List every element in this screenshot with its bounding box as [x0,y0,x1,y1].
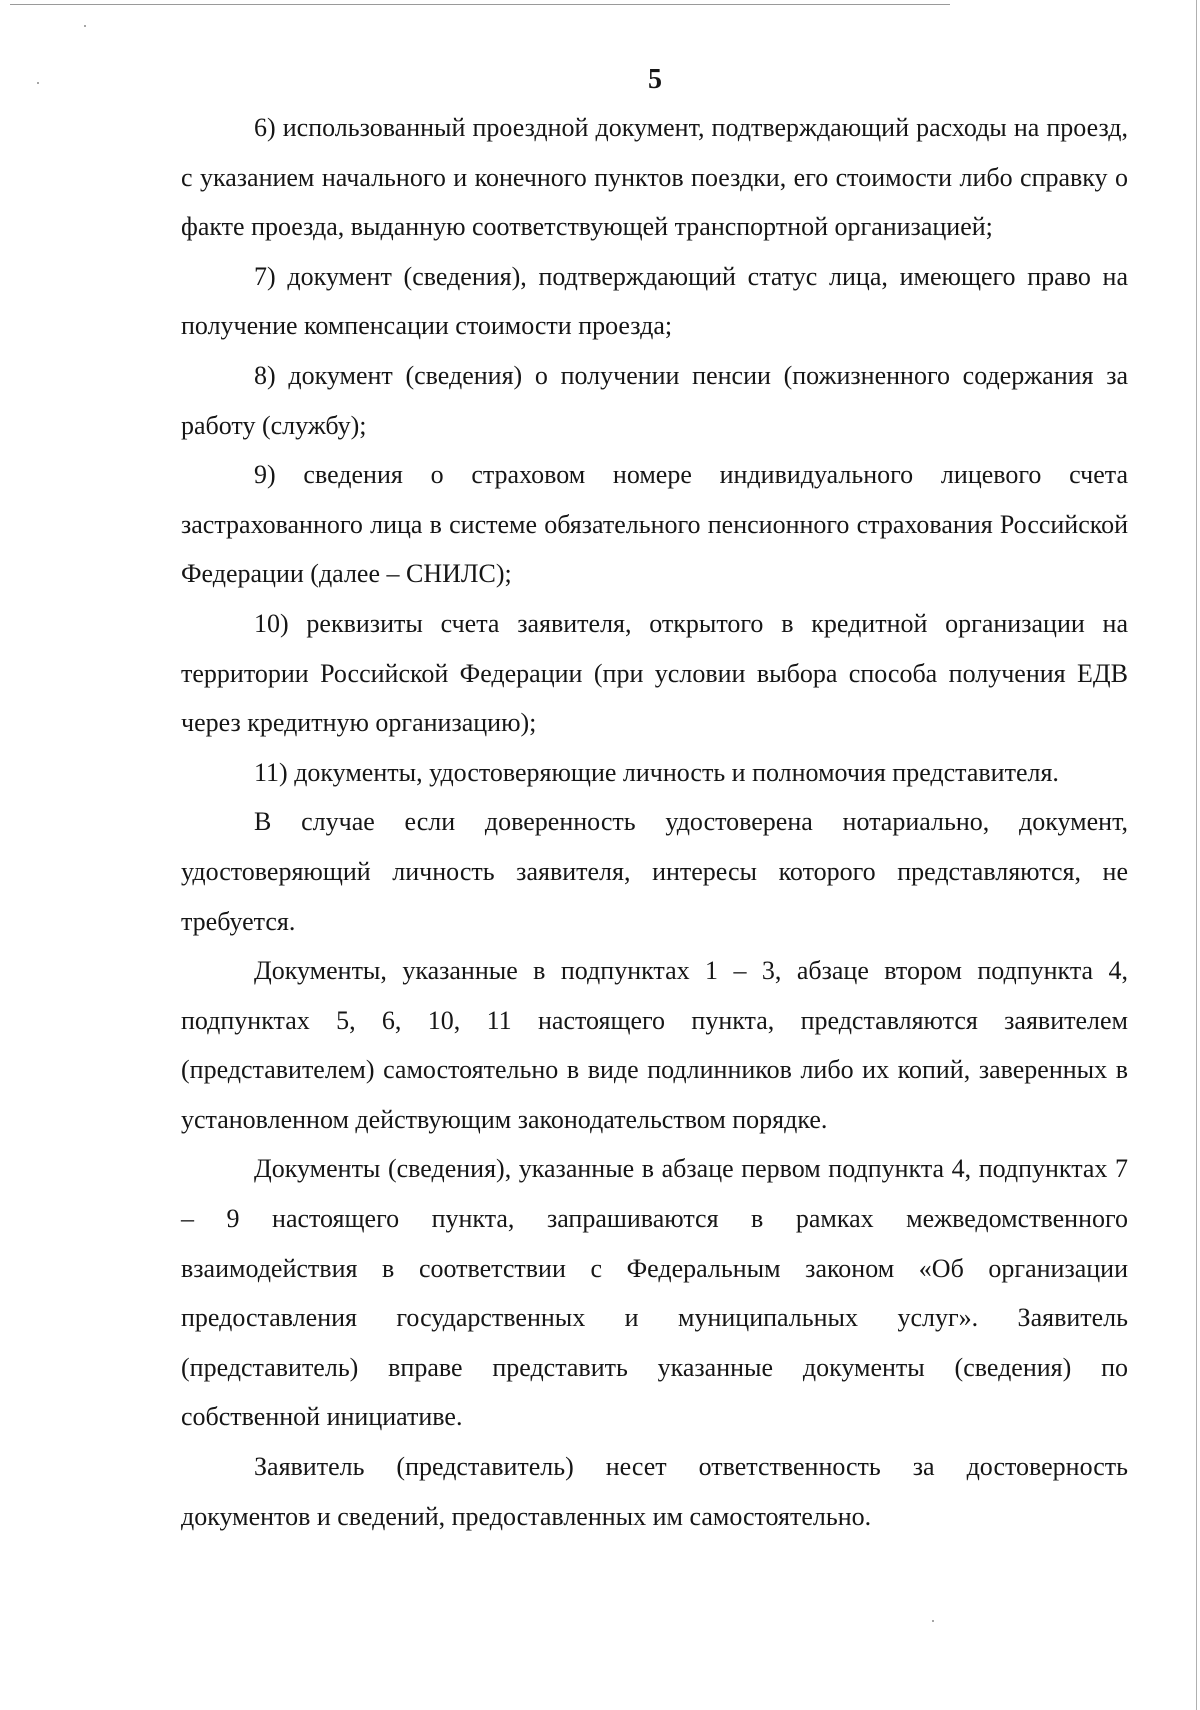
scan-edge-right [1196,0,1197,1710]
paragraph-item-7: 7) документ (сведения), подтверждающий статус лица, имеющего право на получение компенсации стоимости проезда; [181,261,1128,341]
paragraph-documents-submitted-by-applicant: Документы, указанные в подпунктах 1 – 3, абзаце втором подпункта 4, подпунктах 5, 6, 10, 11 настоящего пункта, представляются заявителем (представителем) самостоятельно в виде подлинников либо их копий, заверенных в установленном действующим законодательством порядке. [181,956,1128,1134]
paragraph-item-9: 9) сведения о страховом номере индивидуального лицевого счета застрахованного лица в системе обязательного пенсионного страхования Российской Федерации (далее – СНИЛС); [181,460,1128,589]
scan-speck [84,25,86,27]
scan-speck [932,1620,934,1622]
paragraph-item-6: 6) использованный проездной документ, подтверждающий расходы на проезд, с указанием начального и конечного пунктов поездки, его стоимости либо справку о факте проезда, выданную соответствующей транспортной организацией; [181,113,1128,242]
paragraph-documents-requested-interdepartmentally: Документы (сведения), указанные в абзаце первом подпункта 4, подпунктах 7 – 9 настоящего пункта, запрашиваются в рамках межведомственного взаимодействия в соответствии с Федеральным законом «Об организации предоставления государственных и муниципальных услуг». Заявитель (представитель) вправе представить указанные документы (сведения) по собственной инициативе. [181,1154,1128,1432]
document-body [181,103,1128,1541]
page-number: 5 [648,64,662,95]
paragraph-item-10: 10) реквизиты счета заявителя, открытого в кредитной организации на территории Российской Федерации (при условии выбора способа получения ЕДВ через кредитную организацию); [181,608,1128,738]
paragraph-item-11: 11) документы, удостоверяющие личность и полномочия представителя. [254,757,1059,787]
paragraph-applicant-responsibility: Заявитель (представитель) несет ответственность за достоверность документов и сведений, предоставленных им самостоятельно. [181,1452,1128,1531]
scan-edge-top [10,4,950,5]
paragraph-notarized-power-of-attorney: В случае если доверенность удостоверена нотариально, документ, удостоверяющий личность заявителя, интересы которого представляются, не требуется. [181,807,1128,936]
paragraph-item-8: 8) документ (сведения) о получении пенсии (пожизненного содержания за работу (службу); [181,360,1128,440]
